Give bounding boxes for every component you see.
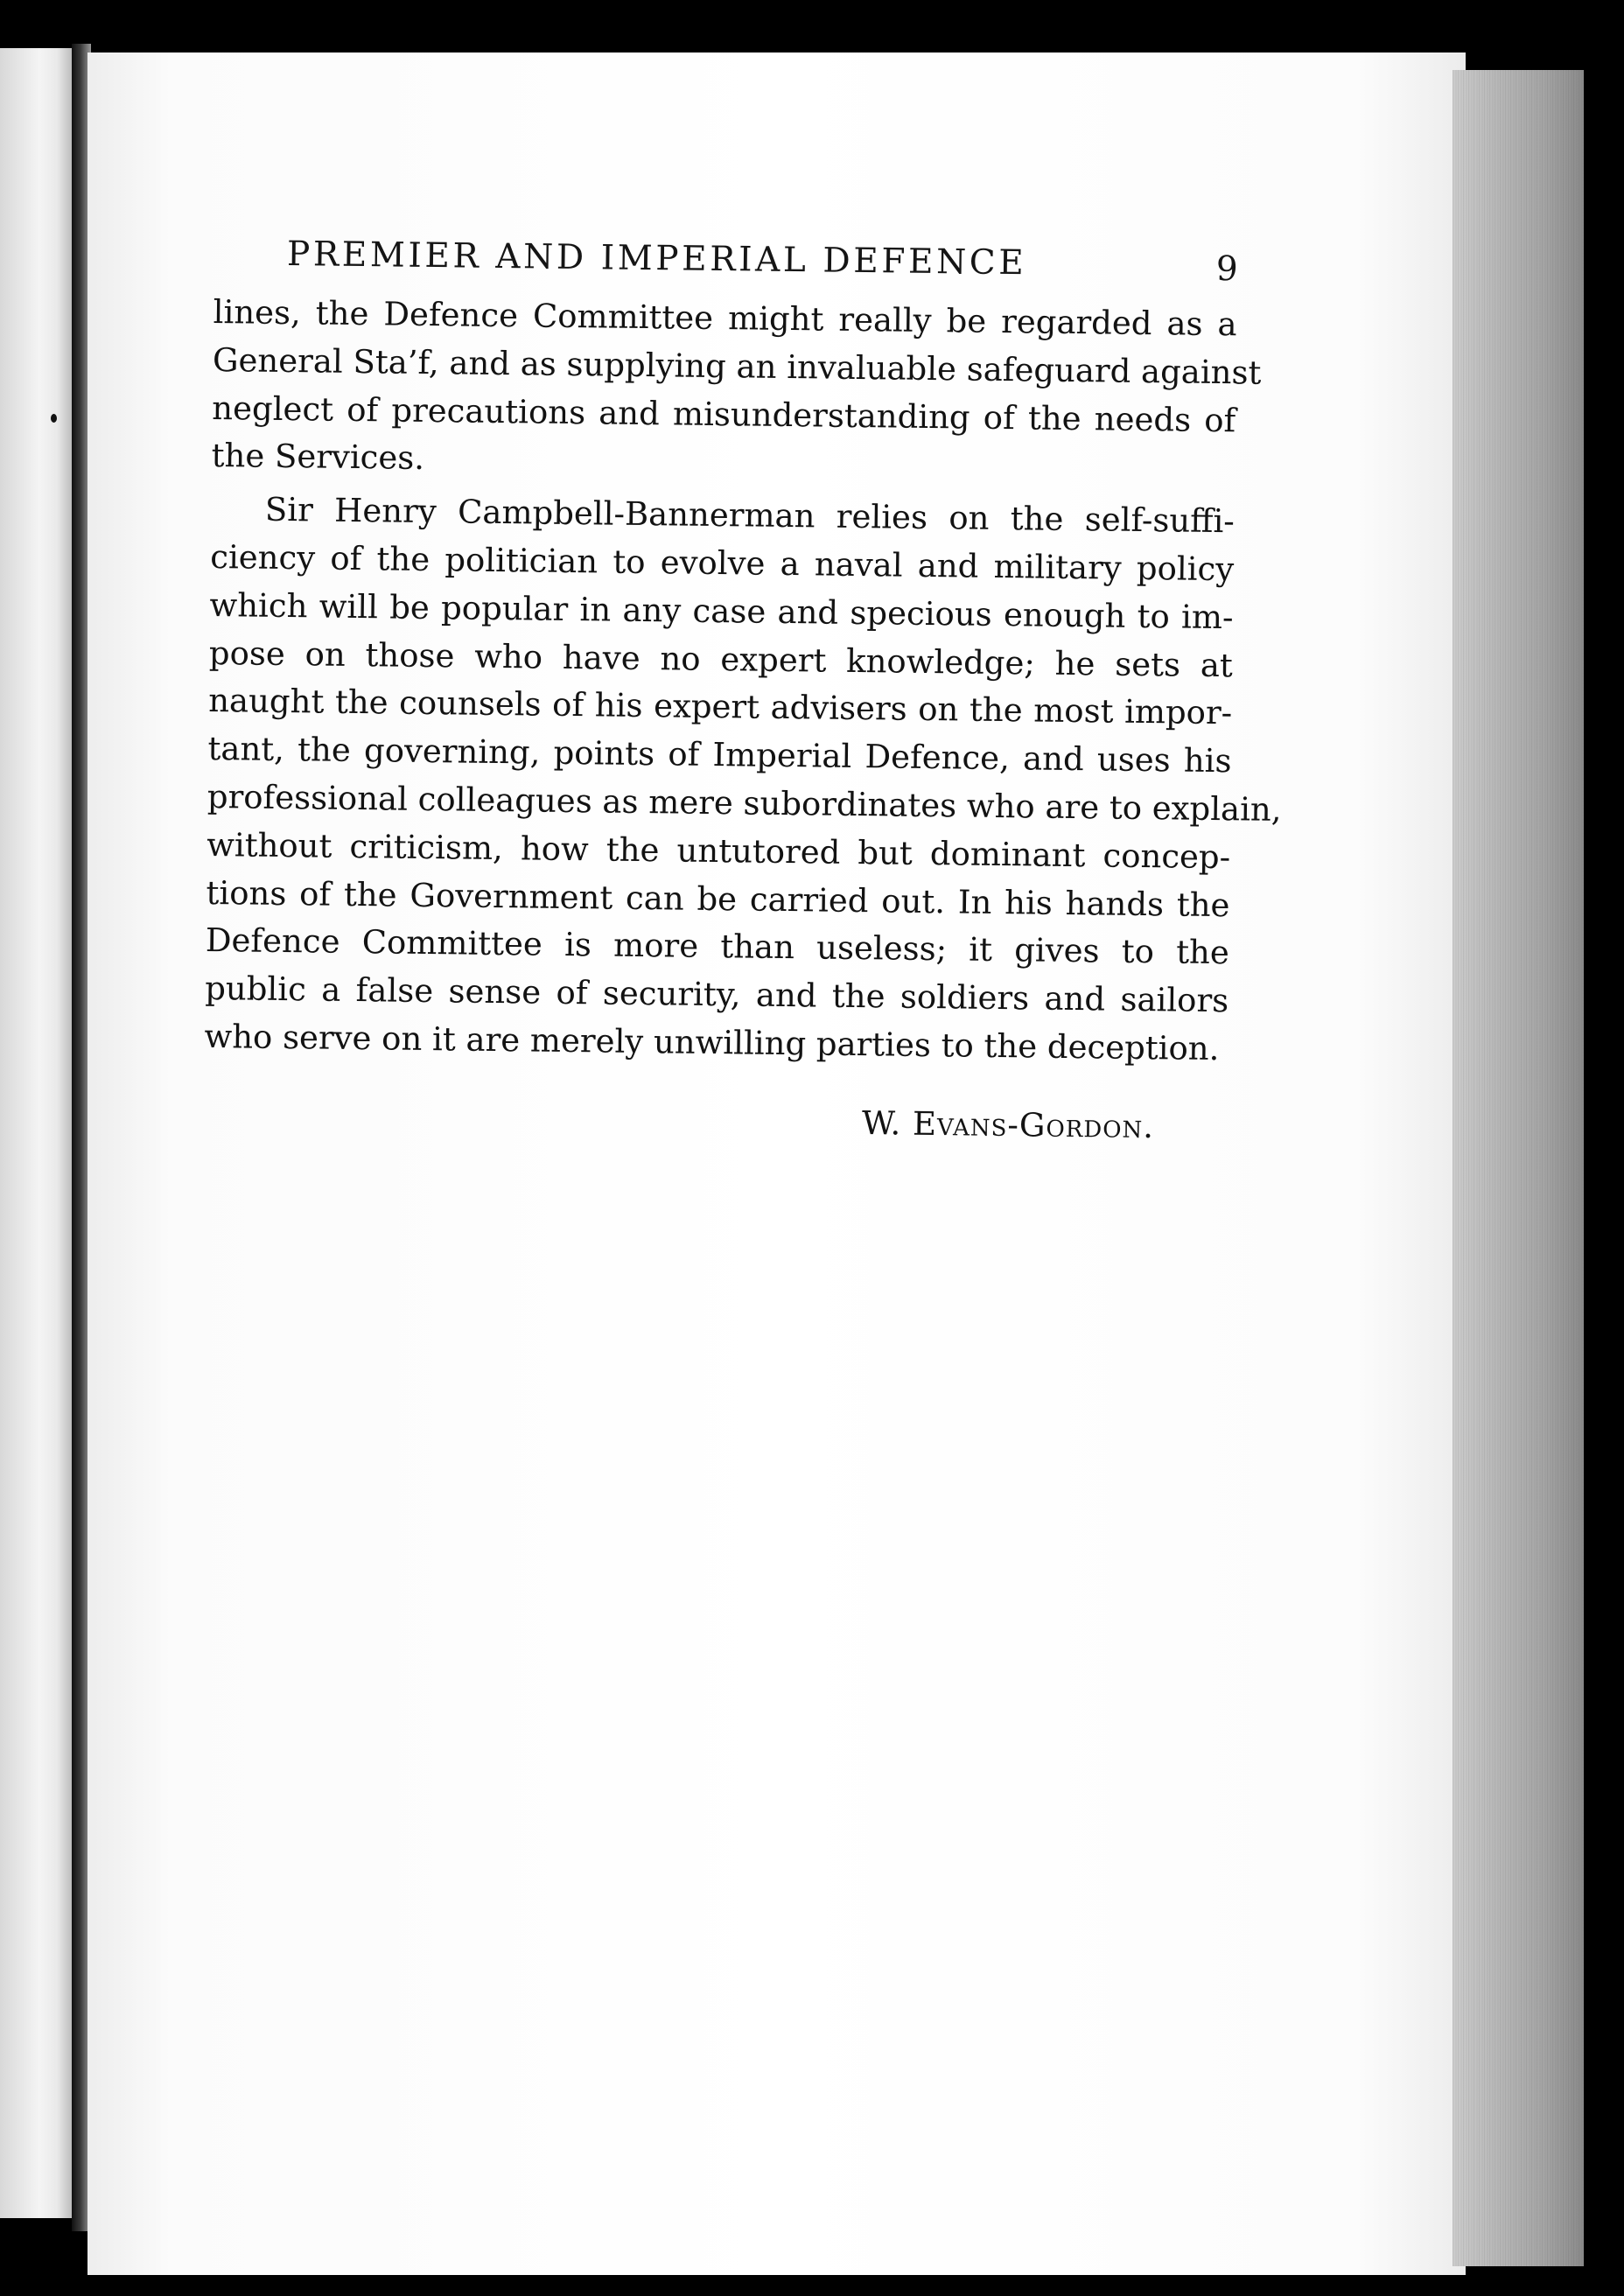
text-line: naught the counsels of his expert advisers on the most impor- bbox=[207, 682, 1233, 732]
text-line: ciency of the politician to evolve a naval and military policy bbox=[209, 537, 1235, 589]
ink-mark bbox=[51, 414, 57, 423]
signature-text: W. Evans-Gordon. bbox=[861, 1104, 1155, 1146]
body-text bbox=[204, 289, 1282, 1074]
running-head-title: PREMIER AND IMPERIAL DEFENCE bbox=[286, 234, 1027, 284]
author-signature bbox=[862, 1104, 1229, 1146]
text-line: General Sta’f, and as supplying an invaluable safeguard against bbox=[212, 340, 1262, 392]
text-line: neglect of precautions and misunderstanding of the needs of bbox=[212, 388, 1236, 439]
page-edges bbox=[1452, 70, 1584, 2266]
text-line: which will be popular in any case and specious enough to im- bbox=[209, 585, 1234, 637]
page-number: 9 bbox=[1215, 248, 1238, 290]
text-line: tant, the governing, points of Imperial Defence, and uses his bbox=[207, 730, 1232, 780]
text-line: lines, the Defence Committee might really be regarded as a bbox=[213, 292, 1237, 344]
text-line: public a false sense of security, and the soldiers and sailors bbox=[204, 970, 1229, 1020]
text-line: Sir Henry Campbell-Bannerman relies on the self-suffi- bbox=[264, 490, 1236, 541]
text-line: without criticism, how the untutored but dominant concep- bbox=[206, 825, 1231, 877]
text-line: who serve on it are merely unwilling parties to the deception. bbox=[204, 1017, 1220, 1068]
text-line: professional colleagues as mere subordinates who are to explain, bbox=[206, 777, 1282, 829]
text-line: tions of the Government can be carried out. In his hands the bbox=[206, 873, 1230, 924]
text-line: Defence Committee is more than useless; it gives to the bbox=[205, 921, 1230, 972]
previous-page-edge bbox=[0, 48, 74, 2218]
text-line: pose on those who have no expert knowledge; he sets at bbox=[208, 634, 1234, 684]
text-line: the Services. bbox=[211, 437, 425, 478]
